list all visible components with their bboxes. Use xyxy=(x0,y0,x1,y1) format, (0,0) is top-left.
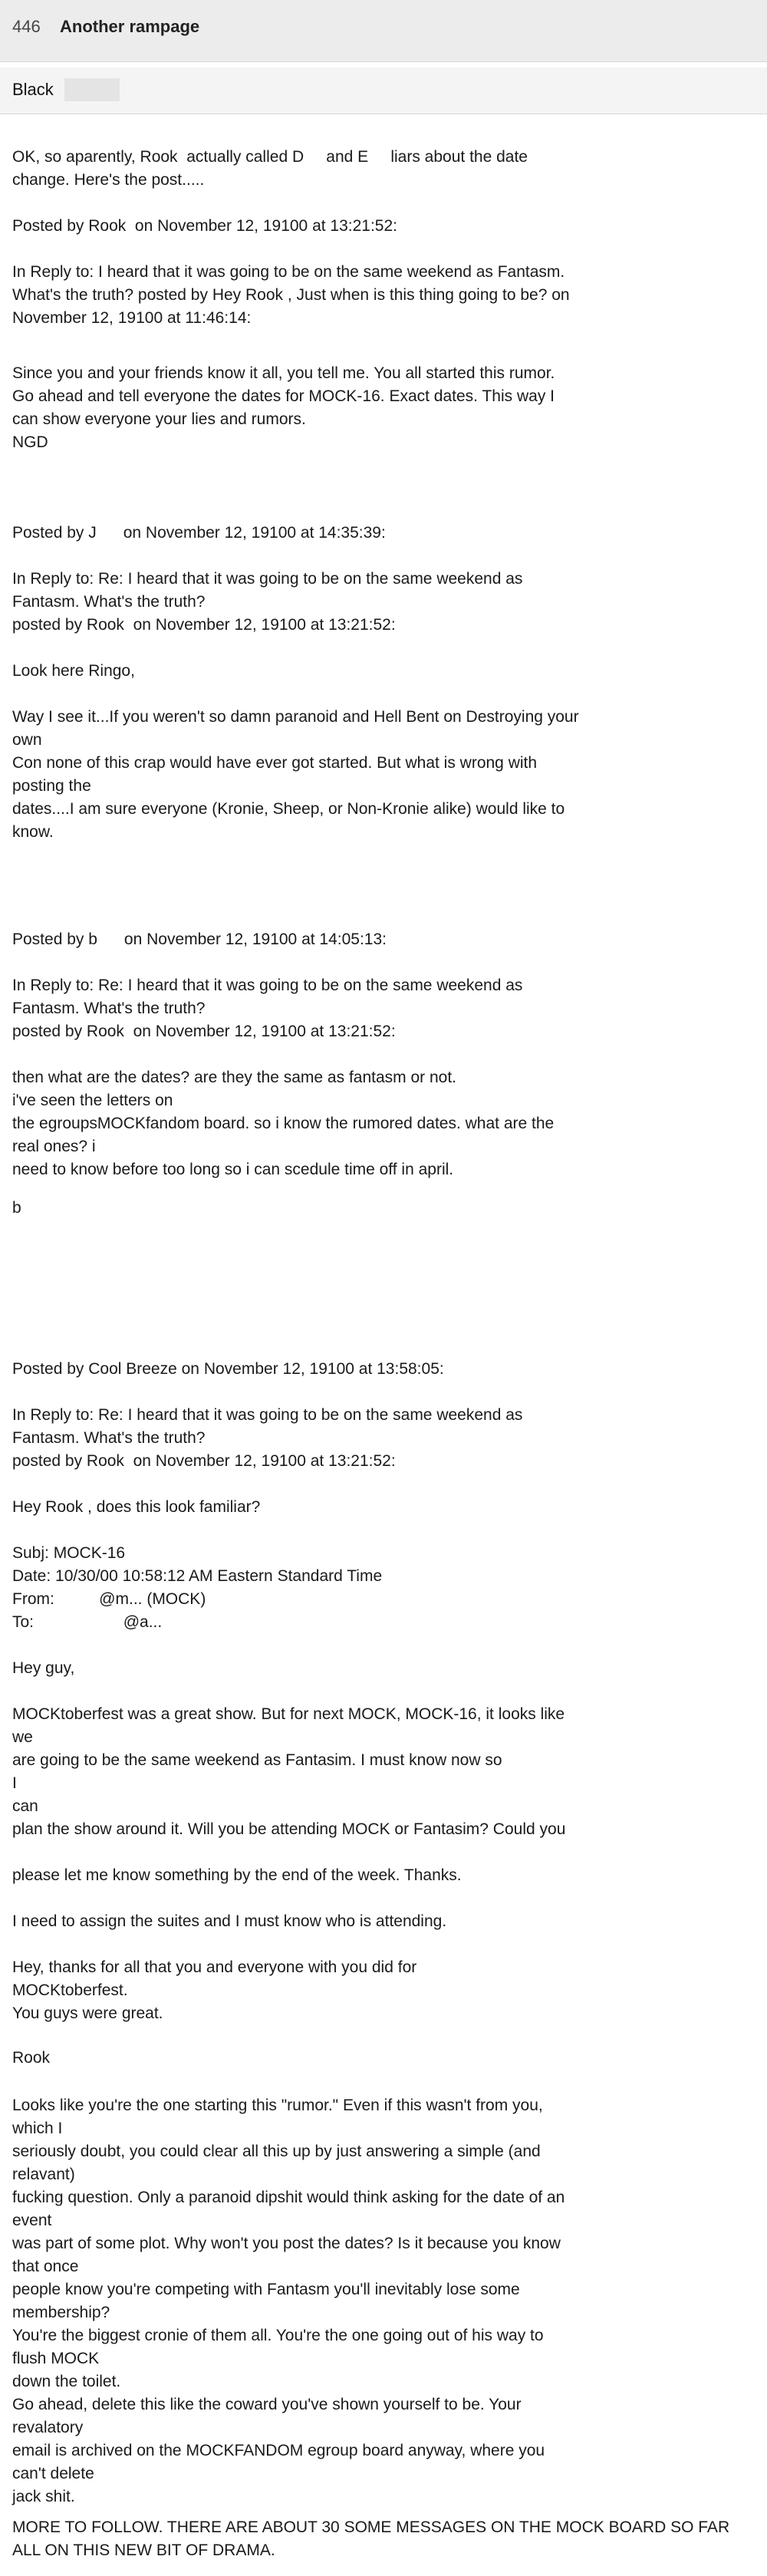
reply-body: jack shit. xyxy=(12,2488,75,2505)
footer-note: MORE TO FOLLOW. THERE ARE ABOUT 30 SOME MESSAGES ON THE MOCK BOARD SO FAR ALL ON THIS NEW BIT OF DRAMA. xyxy=(12,2518,733,2559)
post-3-reply: In Reply to: Re: I heard that it was going to be on the same weekend as Fantasm. What's the truth? xyxy=(12,977,528,1017)
email-date: Date: 10/30/00 10:58:12 AM Eastern Standard Time xyxy=(12,1567,383,1585)
email-body: Hey, thanks for all that you and everyone with you did for xyxy=(12,1958,417,1976)
post-3-header: Posted by b on November 12, 19100 at 14:05:13: xyxy=(12,931,387,948)
post-3-body: need to know before too long so i can scedule time off in april. xyxy=(12,1161,454,1178)
post-1-header: Posted by Rook on November 12, 19100 at 13:21:52: xyxy=(12,217,398,235)
post-3-body: then what are the dates? are they the same as fantasm or not. xyxy=(12,1069,457,1086)
email-body: I xyxy=(12,1774,17,1792)
reply-body: people know you're competing with Fantasm you'll inevitably lose some membership? xyxy=(12,2281,525,2321)
email-body: can xyxy=(12,1797,38,1815)
redacted-block xyxy=(64,78,120,101)
post-header xyxy=(0,0,767,62)
reply-body: Go ahead, delete this like the coward you've shown yourself to be. Your revalatory xyxy=(12,2396,526,2436)
post-1-sign: NGD xyxy=(12,433,48,451)
post-4-reply-by: posted by Rook on November 12, 19100 at 13:21:52: xyxy=(12,1452,396,1470)
email-from: From: @m... (MOCK) xyxy=(12,1590,206,1608)
post-4-question: Hey Rook , does this look familiar? xyxy=(12,1498,261,1516)
post-1-reply: In Reply to: I heard that it was going to be on the same weekend as Fantasm. What's the truth? posted by Hey Rook , Just when is this thing going to be? on November 12, 19100 at 11:46:14: xyxy=(12,263,574,327)
email-signature: Rook xyxy=(12,2049,51,2067)
post-3-body: the egroupsMOCKfandom board. so i know the rumored dates. what are the real ones? i xyxy=(12,1115,559,1155)
post-2-reply: In Reply to: Re: I heard that it was going to be on the same weekend as Fantasm. What's the truth? xyxy=(12,570,528,611)
email-body: please let me know something by the end of the week. Thanks. xyxy=(12,1866,462,1884)
reply-body: Looks like you're the one starting this "rumor." Even if this wasn't from you, which I xyxy=(12,2097,548,2137)
reply-body: email is archived on the MOCKFANDOM egroup board anyway, where you can't delete xyxy=(12,2442,549,2482)
post-2-reply-by: posted by Rook on November 12, 19100 at 13:21:52: xyxy=(12,616,396,634)
intro-text: OK, so aparently, Rook actually called D and E liars about the date change. Here's the post..... xyxy=(12,148,532,189)
author-name[interactable]: Black xyxy=(12,80,54,99)
email-body: MOCKtoberfest was a great show. But for next MOCK, MOCK-16, it looks like we xyxy=(12,1705,569,1746)
email-body: plan the show around it. Will you be attending MOCK or Fantasim? Could you xyxy=(12,1820,566,1838)
post-2-body: Look here Ringo, xyxy=(12,662,135,680)
post-4-header: Posted by Cool Breeze on November 12, 19100 at 13:58:05: xyxy=(12,1360,444,1378)
author-bar xyxy=(0,68,767,114)
post-3-body: i've seen the letters on xyxy=(12,1092,173,1109)
reply-body: seriously doubt, you could clear all this up by just answering a simple (and relavant) xyxy=(12,2143,545,2183)
post-3-sign: b xyxy=(12,1199,21,1217)
post-2-body: dates....I am sure everyone (Kronie, Sheep, or Non-Kronie alike) would like to know. xyxy=(12,800,570,841)
reply-body: down the toilet. xyxy=(12,2373,121,2390)
email-greeting: Hey guy, xyxy=(12,1659,75,1677)
email-body: are going to be the same weekend as Fantasim. I must know now so xyxy=(12,1751,502,1769)
post-2-body: Way I see it...If you weren't so damn paranoid and Hell Bent on Destroying your own xyxy=(12,708,584,749)
reply-body: fucking question. Only a paranoid dipshit would think asking for the date of an event xyxy=(12,2189,570,2229)
email-to: To: @a... xyxy=(12,1613,163,1631)
post-1-body: Since you and your friends know it all, you tell me. You all started this rumor. Go ahead and tell everyone the dates for MOCK-16. Exact dates. This way I can show everyone your lies and rumors. xyxy=(12,364,560,428)
post-number: 446 xyxy=(12,17,41,36)
post-4-reply: In Reply to: Re: I heard that it was going to be on the same weekend as Fantasm. What's the truth? xyxy=(12,1406,528,1447)
reply-body: You're the biggest cronie of them all. You're the one going out of his way to flush MOCK xyxy=(12,2327,548,2367)
email-body: I need to assign the suites and I must know who is attending. xyxy=(12,1912,447,1930)
post-2-header: Posted by J on November 12, 19100 at 14:35:39: xyxy=(12,524,386,542)
email-body: You guys were great. xyxy=(12,2004,163,2022)
post-2-body: Con none of this crap would have ever got started. But what is wrong with posting the xyxy=(12,754,542,795)
email-body: MOCKtoberfest. xyxy=(12,1981,128,1999)
reply-body: was part of some plot. Why won't you post the dates? Is it because you know that once xyxy=(12,2235,565,2275)
post-title: Another rampage xyxy=(60,17,200,36)
post-3-reply-by: posted by Rook on November 12, 19100 at 13:21:52: xyxy=(12,1023,396,1040)
email-subject: Subj: MOCK-16 xyxy=(12,1544,126,1562)
